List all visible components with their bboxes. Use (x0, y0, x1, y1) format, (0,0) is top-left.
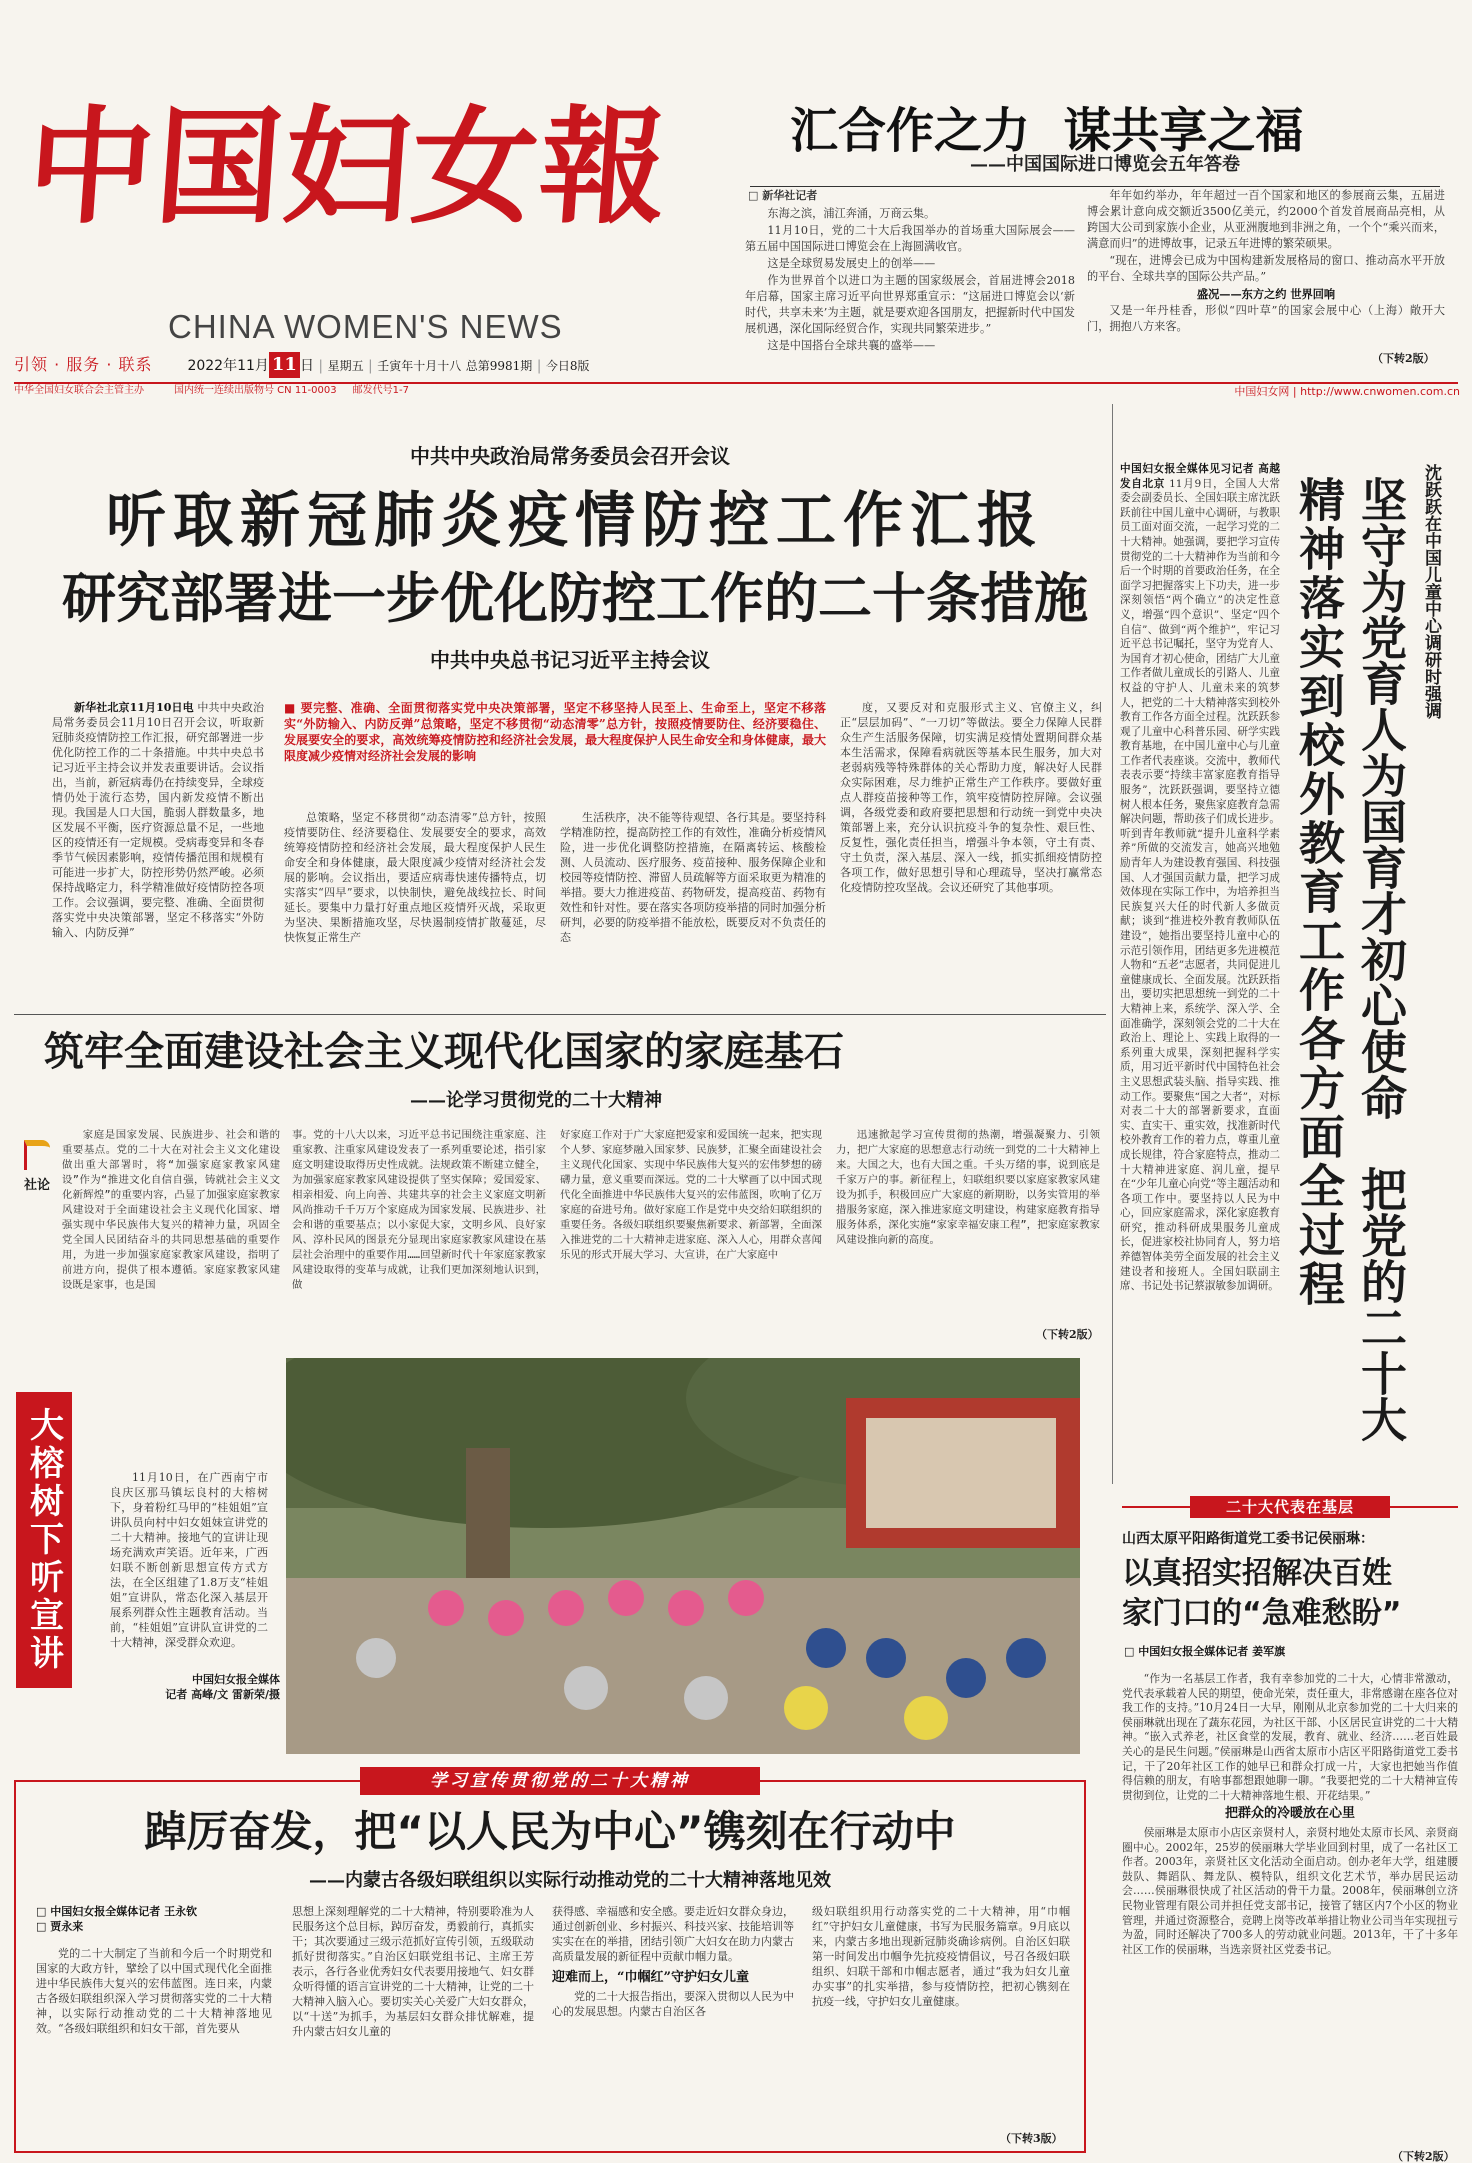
lead-kicker: 中共中央政治局常务委员会召开会议 (410, 444, 730, 468)
square-icon: □ (36, 1920, 51, 1933)
right-sub-body: “作为一名基层工作者，我有幸参加党的二十大，心情非常激动，党代表承载着人民的期望，使命光荣，责任重大，非常感谢在座各位对我工作的支持。”10月24日一大早，刚刚从北京参加党的二十大归来的侯丽琳就出现在了蔬东花园，为社区干部、小区居民宣讲党的二十大精神。“嵌入式养老，社区食堂的发展，教育、就业、经济……老百姓最关心的是民生问题。”侯丽琳是山西省太原市小店区平阳路街道党工委书记，干了20年社区工作的她早已和群众打成一片，大家也把她当作值得信赖的朋友，有啥事都想跟她聊一聊。“我要把党的二十大精神宣传贯彻到位，让党的二十大精神落地生根、开花结果。” 把群众的冷暖放在心里 侯丽琳是太原市小店区亲贤村人，亲贤村地处太原市长风、亲贤商圈中心。2002年，25岁的侯丽琳大学毕业回到村里，成了一名社区工作者。2003年，亲贤社区文化活动全面启动。创办老年大学，组建腰鼓队、舞蹈队、舞龙队、模特队，组织文化艺术节，举办居民运动会……侯丽琳很快成了社区活动的骨干力量。2008年，侯丽琳创立济民物业管理有限公司并担任党支部书记，接管了辖区内7个小区的物业管理，并通过资源整合，竞聘上岗等改革举措让物业公司当年实现扭亏为盈，同时还解决了700多人的劳动就业问题。2013年，干了十多年社区工作的侯丽琳，当选亲贤社区党委书记。 (1122, 1672, 1458, 1956)
square-icon: □ (1124, 1645, 1139, 1658)
lead-deck: 中共中央总书记习近平主持会议 (430, 648, 710, 672)
photo-credit: 中国妇女报全媒体 记者 高峰/文 雷新荣/摄 (165, 1673, 280, 1701)
top-story-col2: 年年如约举办，年年超过一百个国家和地区的参展商云集，五届进博会累计意向成交额近3500亿美元，约2000个首发首展商品亮相，从跨国大公司到家族小企业，从亚洲腹地到非洲之角，一个个“乘兴而来，满意而归”的进博故事，记录五年进博的繁荣硕果。 “现在，进博会已成为中国构建新发展格局的窗口、推动高水平开放的平台、全球共享的国际公共产品。” 盛况——东方之约 世界回响 又是一年丹桂香，形似“四叶草”的国家会展中心（上海）敞开大门，拥抱八方来客。 (1087, 189, 1445, 333)
bottom-title: 踔厉奋发，把“以人民为中心”镌刻在行动中 (144, 1807, 956, 1856)
lead-title-line1: 听取新冠肺炎疫情防控工作汇报 (106, 486, 1044, 556)
right-title-c: 精神落实到校外教育工作各方面全过程 (1292, 476, 1346, 1309)
editorial-col4: 迅速掀起学习宣传贯彻的热潮，增强凝聚力、引领力，把广大家庭的思想意志行动统一到党的二十大精神上来。大国之大，也有大国之重。千头万绪的事，说到底是千家万户的事。新征程上，妇联组织要以家庭家教家风建设为抓手，积极回应广大家庭的新期盼，以务实管用的举措服务家庭，深入推进家庭文明建设，构建家庭教育指导服务体系，深化实施“家家幸福安康工程”，把家庭家教家风建设推向新的高度。 (836, 1129, 1100, 1246)
editorial-col3: 好家庭工作对于广大家庭把爱家和爱国统一起来，把实现个人梦、家庭梦融入国家梦、民族梦，汇聚全面建设社会主义现代化国家、实现中华民族伟大复兴的宏伟梦想的磅礴力量，意义重要而深远。党的二十大擘画了以中国式现代化全面推进中华民族伟大复兴的宏伟蓝图，吹响了亿万家庭的奋进号角。做好家庭工作是党中央交给妇联组织的重要任务。各级妇联组织要聚焦新要求、新部署，全面深入推进党的二十大精神走进家庭、深入人心，用群众喜闻乐见的形式开展大学习、大宣讲，在广大家庭中 (560, 1129, 822, 1261)
lead-col3: 生活秩序，决不能等待观望、各行其是。要坚持科学精准防控，提高防控工作的有效性，准确分析疫情风险，进一步优化调整防控措施，在隔离转运、核酸检测、人员流动、医疗服务、疫苗接种、服务保障企业和校园等疫情防控、滞留人员疏解等方面采取更为精准的举措。要大力推进疫苗、药物研发，提高疫苗、药物有效性和针对性。要在落实各项防疫举措的同时加强分析研判，必要的防疫举措不能放松，既要反对不负责任的态 (560, 811, 826, 944)
top-story-jump: （下转2版） (1372, 352, 1435, 365)
editorial-subtitle: ——论学习贯彻党的二十大精神 (410, 1090, 662, 1111)
lead-highlight: ■ 要完整、准确、全面贯彻落实党中央决策部署，坚定不移坚持人民至上、生命至上，坚定不移落实“外防输入、内防反弹”总策略，坚定不移贯彻“动态清零”总方针，按照疫情要防住、经济要稳住、发展要安全的要求，高效统筹疫情防控和经济社会发展，最大程度保护人民生命安全和身体健康，最大限度减少疫情对经济社会发展的影响 (284, 701, 826, 763)
website-bar: 中国妇女网 | http://www.cnwomen.com.cn (1234, 385, 1460, 398)
top-story-col1: 东海之滨，浦江奔涌，万商云集。 11月10日，党的二十大后我国举办的首场重大国际展会——第五届中国国际进口博览会在上海圆满收官。 这是全球贸易发展史上的创举—— 作为世界首个以进口为主题的国家级展会，首届进博会2018年启幕，国家主席习近平向世界郑重宣示：“这届进口博览会以‘新时代，共享未来’为主题，就是要欢迎各国朋友，把握新时代中国发展机遇，深化国际经贸合作，实现共同繁荣进步。” 这是中国搭台全球共襄的盛举—— (745, 207, 1075, 352)
lead-col1: 新华社北京11月10日电 中共中央政治局常务委员会11月10日召开会议，听取新冠肺炎疫情防控工作汇报，研究部署进一步优化防控工作的二十条措施。中共中央总书记习近平主持会议并发表重要讲话。会议指出，当前，新冠病毒仍在持续变异，全球疫情仍处于流行态势，国内新发疫情不断出现。我国是人口大国，脆弱人群数量多，地区发展不平衡，医疗资源总量不足，一些地区的疫情还有一定规模。受病毒变异和冬春季节气候因素影响，疫情传播范围和规模有可能进一步扩大，防控形势仍然严峻。必须保持战略定力，科学精准做好疫情防控各项工作。会议强调，要完整、准确、全面贯彻落实党中央决策部署，坚定不移落实“外防输入、内防反弹” (52, 701, 264, 939)
bottom-col1: 党的二十大制定了当前和今后一个时期党和国家的大政方针，擘绘了以中国式现代化全面推进中华民族伟大复兴的宏伟蓝图。连日来，内蒙古各级妇联组织深入学习贯彻落实党的二十大精神，以实际行动推动党的二十大精神落地见效。“各级妇联组织和妇女干部，首先要从 (36, 1947, 272, 2035)
publication-info-bar: 中华全国妇女联合会主管主办 国内统一连续出版物号 CN 11-0003 邮发代号1-7 (14, 385, 409, 396)
masthead-english-name: CHINA WOMEN'S NEWS (168, 308, 563, 345)
top-story-subtitle: ——中国国际进口博览会五年答卷 (970, 154, 1240, 175)
right-story-body: 中国妇女报全媒体见习记者 高越 发自北京 11月9日，全国人大常委会副委员长、全国妇联主席沈跃跃前往中国儿童中心调研，与教职员工面对面交流，一起学习党的二十大精神。她强调，要把学习宣传贯彻党的二十大精神作为当前和今后一个时期的首要政治任务，在全面学习把握落实上下功夫，进一步深刻领悟“两个确立”的决定性意义，增强“四个意识”、坚定“四个自信”、做到“两个维护”，牢记习近平总书记嘱托，坚守为党育人、为国育才初心使命，团结广大儿童工作者做儿童成长的引路人、儿童权益的守护人、儿童未来的筑梦人，把党的二十大精神落实到校外教育工作各方面全过程。沈跃跃参观了儿童中心科普乐园、研学实践教育基地，在中国儿童中心与儿童工作者代表座谈。交流中，教师代表表示要“持续丰富家庭教育指导服务”，沈跃跃强调，要坚持立德树人根本任务，聚焦家庭教育急需解决问题，帮助孩子们成长进步。听到青年教师就“提升儿童科学素养”所做的交流发言，她高兴地勉励青年人为建设教育强国、科技强国、人才强国贡献力量，把学习成效体现在实际工作中，为培养担当民族复兴大任的时代新人多做贡献；谈到“推进校外教育教师队伍建设”，她指出要坚持儿童中心的示范引领作用，团结更多先进模范人物和“五老”志愿者，共同促进儿童健康成长、全面发展。沈跃跃指出，要切实把思想统一到党的二十大精神上来，系统学、深入学、全面准确学，深刻领会党的二十大在政治上、理论上、实践上取得的一系列重大成果，深刻把握科学实质，用习近平新时代中国特色社会主义思想武装头脑、指导实践、推动工作。要聚焦“国之大者”，对标对表二十大的部署新要求，直面实、直实干、重实效，找准新时代校外教育工作的着力点，尊重儿童成长规律，符合家庭特点，推动二十大精神进家庭、润儿童，提早在“少年儿童心向党”等主题活动和各项工作中。要坚持以人民为中心，回应家庭需求，深化家庭教育研究，推动科研成果服务儿童成长，促进家校社协同育人，努力培养德智体美劳全面发展的社会主义建设者和接班人。全国妇联副主席、书记处书记蔡淑敏参加调研。 (1120, 463, 1280, 1293)
square-icon: ■ (284, 701, 301, 715)
photo-side-title: 大榕树下听宣讲 (16, 1392, 72, 1688)
lead-col2: 总策略，坚定不移贯彻“动态清零”总方针，按照疫情要防住、经济要稳住、发展要安全的要求，高效统筹疫情防控和经济社会发展，最大程度保护人民生命安全和身体健康，最大限度减少疫情对经济社会发展的影响。会议指出，要适应病毒快速传播特点，切实落实“四早”要求，以快制快，避免战线拉长、时间延长。要集中力量打好重点地区疫情歼灭战，采取更为坚决、果断措施攻坚，尽快遏制疫情扩散蔓延，尽快恢复正常生产 (284, 811, 546, 944)
right-sub-jump: （下转2版） (1392, 2150, 1455, 2163)
top-story-title: 汇合作之力 谋共享之福 (790, 103, 1304, 159)
bottom-jump: （下转3版） (1000, 2132, 1063, 2145)
right-title-a: 坚守为党育人为国育才初心使命 把党的二十大 (1354, 476, 1408, 1442)
photo-caption: 11月10日，在广西南宁市良庆区那马镇坛良村的大榕树下，身着粉红马甲的“桂姐姐”宣讲队员向村中妇女姐妹宣讲党的二十大精神。接地气的宣讲让现场充满欢声笑语。近年来，广西妇联不断创新思想宣传方式方法，在全区组建了1.8万支“桂姐姐”宣讲队，常态化深入基层开展系列群众性主题教育活动。当前，“桂姐姐”宣讲队宣讲党的二十大精神，深受群众欢迎。 (110, 1471, 268, 1649)
editorial-col1: 家庭是国家发展、民族进步、社会和谐的重要基点。党的二十大在对社会主义文化建设做出重大部署时，将“加强家庭家教家风建设”作为“推进文化自信自强，铸就社会主义文化新辉煌”的重要内容，凸显了加强家庭家教家风建设对于全面建设社会主义现代化国家、增强实现中华民族伟大复兴的精神力量，巩固全党全国人民团结奋斗的共同思想基础的重要作用，为进一步加强家庭家教家风建设，指明了前进方向，提供了根本遵循。家庭家教家风建设既是家事，也是国 (62, 1129, 280, 1291)
flag-icon (24, 1140, 50, 1170)
editorial-label: 社论 (14, 1140, 60, 1193)
top-story-byline: □ 新华社记者 (748, 189, 818, 202)
masthead-logo: 中国妇女報 (22, 93, 674, 241)
lead-title-line2: 研究部署进一步优化防控工作的二十条措施 (62, 567, 1088, 630)
masthead (0, 0, 1472, 400)
bottom-col2: 思想上深刻理解党的二十大精神，特别要聆准为人民服务这个总目标，踔厉奋发，勇毅前行，真抓实干；其次要通过三级示范抓好宣传引领，五级联动抓好贯彻落实。”自治区妇联党组书记、主席王芳表示，各行各业优秀妇女代表要用接地气、妇女群众听得懂的语言宣讲党的二十大精神，让党的二十大精神入脑入心。要切实关心关爱广大妇女群众，以“十送”为抓手，为基层妇女群众排忧解难，提升内蒙古妇女儿童的 (292, 1905, 534, 2038)
lead-col4: 度，又要反对和克服形式主义、官僚主义，纠正“层层加码”、“一刀切”等做法。要全力保障人民群众生产生活服务保障，切实满足疫情处置期间群众基本生活需求，保障看病就医等基本民生服务，加大对老弱病残等特殊群体的关心帮助力度，解决好人民群众实际困难，尽力维护正常生产工作秩序。要做好重点人群疫苗接种等工作，筑牢疫情防控屏障。会议强调，各级党委和政府要把思想和行动统一到党中央决策部署上来，充分认识抗疫斗争的复杂性、艰巨性、反复性，强化责任担当，增强斗争本领，守土有责、守土负责，深入基层、深入一线，抓实抓细疫情防控各项工作，做好思想引导和心理疏导，坚决打赢常态化疫情防控攻坚战。会议还研究了其他事项。 (840, 701, 1102, 894)
website-label[interactable]: 中国妇女网 (1234, 385, 1290, 398)
website-link[interactable]: http://www.cnwomen.com.cn (1300, 385, 1460, 398)
square-icon: □ (748, 189, 763, 202)
square-icon: □ (36, 1905, 51, 1918)
bottom-col4: 级妇联组织用行动落实党的二十大精神，用“巾帼红”守护妇女儿童健康，书写为民服务篇章。9月底以来，内蒙古多地出现新冠肺炎确诊病例。自治区妇联第一时间发出巾帼争先抗疫疫情倡议，号召各级妇联组织、妇联干部和巾帼志愿者，通过“我为妇女儿童办实事”的扎实举措，参与疫情防控，把初心镌刻在抗疫一线，守护妇女儿童健康。 (812, 1905, 1070, 2008)
right-sub-byline: □ 中国妇女报全媒体记者 姜军旗 (1124, 1645, 1286, 1658)
editorial-jump: （下转2版） (1036, 1328, 1099, 1341)
editorial-col2: 事。党的十八大以来，习近平总书记围绕注重家庭、注重家教、注重家风建设发表了一系列重要论述，指引家庭文明建设取得历史性成就。法规政策不断建立健全，为加强家庭家教家风建设提供了坚实保障；爱国爱家、相亲相爱、向上向善、共建共享的社会主义家庭文明新风尚推动千千万万个家庭成为国家发展、民族进步、社会和谐的重要基点；以小家促大家，文明乡风、良好家风、淳朴民风的图景充分显现出家庭家教家风建设在基层社会治理中的重要作用……回望新时代十年家庭家教家风建设取得的变革与成就，让我们更加深刻地认识到，做 (292, 1129, 546, 1291)
right-sub-kicker: 山西太原平阳路街道党工委书记侯丽琳： (1122, 1531, 1374, 1547)
date-bar: 引领 · 服务 · 联系 2022年11月 11 日 | 星期五 | 壬寅年十月十八 总第9981期 | 今日8版 (14, 352, 744, 378)
editorial-title: 筑牢全面建设社会主义现代化国家的家庭基石 (44, 1029, 844, 1075)
photo-illustration (286, 1358, 1080, 1754)
right-kicker: 沈跃跃在中国儿童中心调研时强调 (1421, 464, 1441, 719)
bottom-subtitle: ——内蒙古各级妇联组织以实际行动推动党的二十大精神落地见效 (309, 1870, 831, 1891)
bottom-banner: 学习宣传贯彻党的二十大精神 (360, 1767, 760, 1795)
right-sub-title: 以真招实招解决百姓 家门口的“急难愁盼” (1122, 1556, 1402, 1631)
bottom-col3: 获得感、幸福感和安全感。要走近妇女群众身边，通过创新创业、乡村振兴、科技兴家、技能培训等实实在在的举措，团结引领广大妇女在助力内蒙古高质量发展的新征程中贡献巾帼力量。 迎难而上，“巾帼红”守护妇女儿童 党的二十大报告指出，要深入贯彻以人民为中心的发展思想。内蒙古自治区各 (552, 1905, 794, 2018)
news-photo (286, 1358, 1080, 1754)
date-day: 11 (269, 352, 300, 378)
bottom-byline: □ 中国妇女报全媒体记者 王永钦 □ 贾永来 (36, 1905, 198, 1933)
section-banner: 二十大代表在基层 (1122, 1496, 1458, 1518)
